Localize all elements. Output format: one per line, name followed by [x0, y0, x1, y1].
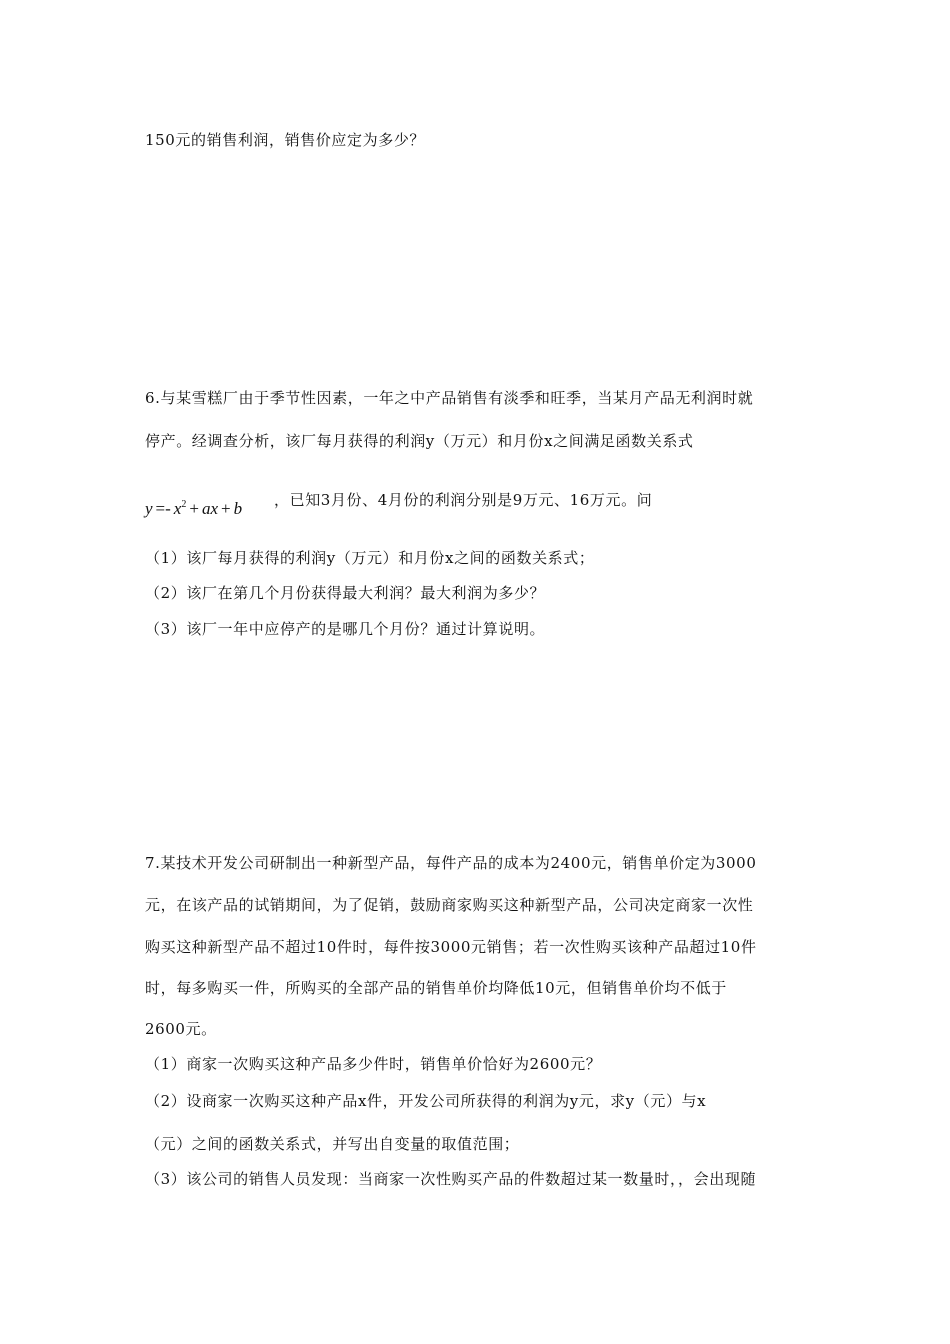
q7-line-1: 7.某技术开发公司研制出一种新型产品，每件产品的成本为2400元，销售单价定为3000 [145, 854, 757, 872]
q5-tail-text: 150元的销售利润，销售价应定为多少？ [145, 131, 426, 149]
q7-line-3: 购买这种新型产品不超过10件时，每件按3000元销售；若一次性购买该种产品超过10件 [145, 938, 757, 956]
q6-sub-3: （3）该厂一年中应停产的是哪几个月份？通过计算说明。 [145, 620, 546, 638]
formula-plus-2: + [220, 499, 231, 518]
q7-sub-2b: （元）之间的函数关系式，并写出自变量的取值范围； [145, 1135, 520, 1153]
q7-sub-2a: （2）设商家一次购买这种产品x件，开发公司所获得的利润为y元，求y（元）与x [145, 1092, 707, 1110]
formula-ax: ax [201, 499, 218, 518]
q7-sub-3: （3）该公司的销售人员发现：当商家一次性购买产品的件数超过某一数量时，，会出现随 [145, 1170, 757, 1188]
q6-sub-2: （2）该厂在第几个月份获得最大利润？最大利润为多少？ [145, 584, 546, 602]
q6-formula [145, 494, 242, 520]
q7-sub-1: （1）商家一次购买这种产品多少件时，销售单价恰好为2600元？ [145, 1055, 602, 1073]
formula-y: y [145, 499, 153, 518]
q6-line-1: 6.与某雪糕厂由于季节性因素，一年之中产品销售有淡季和旺季，当某月产品无利润时就 [145, 389, 754, 407]
q7-line-5: 2600元。 [145, 1020, 217, 1038]
formula-x: x [173, 499, 182, 518]
q6-line-3: ，已知3月份、4月份的利润分别是9万元、16万元。问 [274, 491, 653, 509]
formula-exp: 2 [181, 499, 187, 510]
q7-line-4: 时，每多购买一件，所购买的全部产品的销售单价均降低10元，但销售单价均不低于 [145, 979, 727, 997]
q6-sub-1: （1）该厂每月获得的利润y（万元）和月份x之间的函数关系式； [145, 549, 595, 567]
q6-line-2: 停产。经调查分析，该厂每月获得的利润y（万元）和月份x之间满足函数关系式 [145, 432, 694, 450]
formula-eq: =- [155, 499, 171, 518]
formula-b: b [233, 499, 243, 518]
formula-plus-1: + [189, 499, 199, 518]
q7-line-2: 元，在该产品的试销期间，为了促销，鼓励商家购买这种新型产品，公司决定商家一次性 [145, 896, 754, 914]
